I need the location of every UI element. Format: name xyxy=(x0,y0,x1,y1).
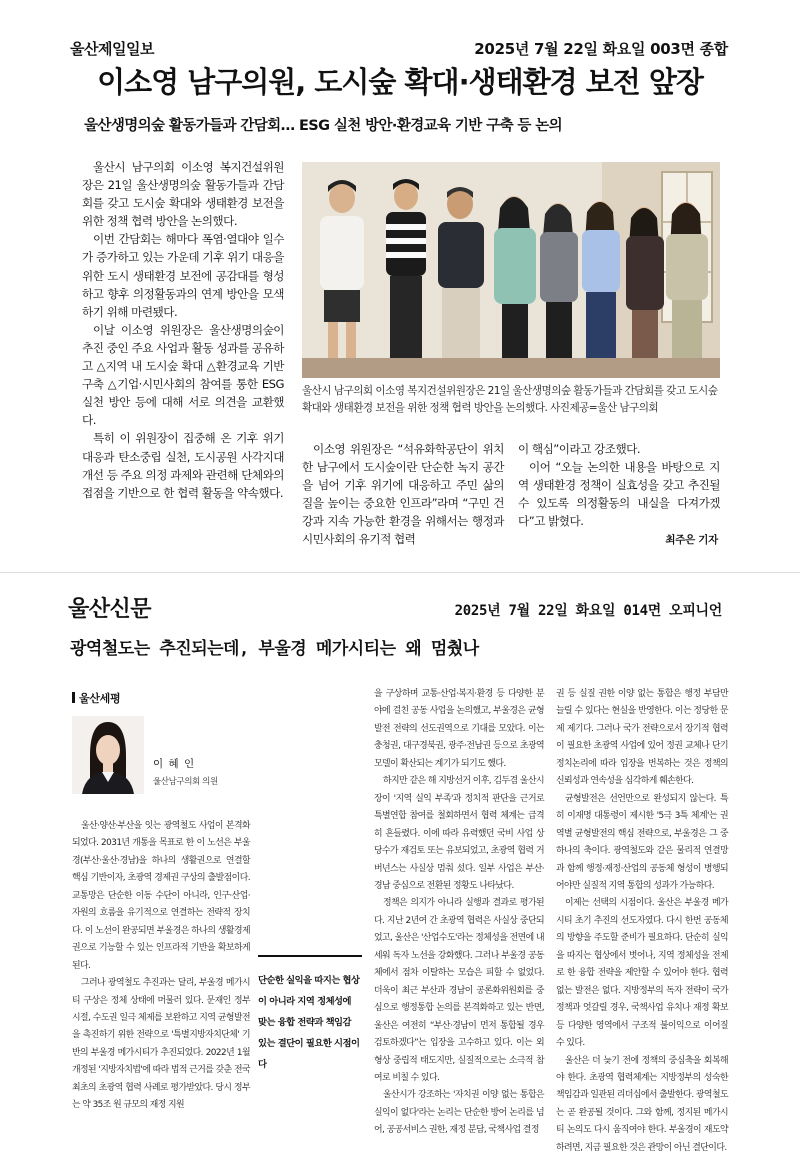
column-series-label xyxy=(72,690,120,706)
article-column-middle xyxy=(302,440,504,549)
author-portrait xyxy=(72,716,144,794)
paragraph: 울산시가 강조하는 '자치권 이양 없는 통합은 실익이 없다'라는 논리는 단순한 방어 논리를 넘어, 공공서비스 권한, 재정 분담, 국책사업 결정 xyxy=(374,1090,544,1136)
newspaper-name: 울산신문 xyxy=(68,596,152,622)
paragraph: 이 핵심”이라고 강조했다. xyxy=(518,442,641,456)
column-text-1 xyxy=(72,818,250,1115)
group-photo xyxy=(302,162,720,378)
newspaper-name: 울산제일일보 xyxy=(70,40,154,58)
photo-caption: 울산시 남구의회 이소영 복지건설위원장은 21일 울산생명의숲 활동가들과 간담회를 갖고 도시숲 확대와 생태환경 보전을 위한 정책 협력 방안을 논의했다. 사진제공=울산 남구의회 xyxy=(302,385,718,414)
issue-date: 2025년 7월 22일 화요일 003면 종합 xyxy=(474,40,728,58)
paragraph: 그러나 광역철도 추진과는 달리, 부울경 메가시티 구상은 정체 상태에 머물러 있다. 문재인 정부 시절, 수도권 일극 체제를 보완하고 지역 균형발전을 촉진하기 위한 전략으로 '특별지방자치단체' 기반의 부울경 메가시티가 추진되었다. 2022년 1월 개정된 '지방자치법'에 따라 법적 근거를 갖춘 전국 최초의 초광역 협력 사례로 평가받았다. 당시 정부는 약 35조 원 규모의 재정 지원 xyxy=(72,978,250,1111)
paragraph: 울산은 더 늦기 전에 정책의 중심축을 회복해야 한다. 초광역 협력체계는 지방정부의 성숙한 책임감과 일관된 리더십에서 출발한다. 광역철도는 곧 완공될 것이다. 그와 함께, 정지된 메가시티 논의도 다시 움직여야 한다. 부울경이 재도약하려면, 지금 필요한 것은 관망이 아닌 결단이다. xyxy=(556,1055,728,1153)
article-column-right xyxy=(518,440,720,530)
paragraph: 특히 이 위원장이 집중해 온 기후 위기 대응과 탄소중립 실천, 도시공원 사각지대 개선 등 주요 의정 과제와 관련해 단체와의 접점을 기반으로 한 협력 활동을 약속했다. xyxy=(82,431,284,500)
paragraph: 정책은 의지가 아니라 실행과 결과로 평가된다. 지난 2년여 간 초광역 협력은 사실상 중단되었고, 울산은 '산업수도'라는 정체성을 전면에 내세워 독자 노선을 강화했다. 그러나 부울경 공동체에서 점차 이탈하는 모습은 피할 수 없었다. 더욱이 최근 부산과 경남이 공론화위원회를 중심으로 행정통합 논의를 본격화하고 있는 반면, 울산은 여전히 “부산·경남이 먼저 통합될 경우 검토하겠다”는 입장을 고수하고 있다. 이는 외형상 중립적 태도지만, 실질적으로는 소극적 참여로 비칠 수 있다. xyxy=(374,898,544,1083)
paragraph: 이제는 선택의 시점이다. 울산은 부울경 메가시티 초기 추진의 선도자였다. 다시 한번 공동체의 방향을 주도할 준비가 필요하다. 단순히 실익을 따지는 협상에서 벗어나, 지역 정체성을 전제로 한 융합 전략을 제안할 수 있어야 한다. 협력 없는 발전은 없다. 지방정부의 독자 전략이 국가 정책과 엇갈릴 경우, 국책사업 유치나 재정 확보 등 다양한 영역에서 구조적 불이익으로 이어질 수 있다. xyxy=(556,898,728,1049)
page-divider xyxy=(0,572,800,573)
paragraph: 균형발전은 선언만으로 완성되지 않는다. 특히 이재명 대통령이 제시한 '5극 3특 체계'는 권역별 균형발전의 핵심 전략으로, 부울경은 그 중 하나의 축이다. 광역철도와 같은 물리적 연결망과 함께 행정·재정·산업의 공동체 형성이 병행되어야만 실질적 지역 통합의 성과가 가능하다. xyxy=(556,793,728,891)
article-headline: 이소영 남구의원, 도시숲 확대·생태환경 보전 앞장 xyxy=(97,65,703,99)
column-series-name: 울산세평 xyxy=(79,692,121,705)
paragraph: 권 등 실질 권한 이양 없는 통합은 행정 부담만 늘릴 수 있다는 현실을 반영한다. 이는 정당한 문제 제기다. 그러나 국가 전략으로서 장기적 협력이 필요한 초광역 사업에 있어 정권 교체나 단기 정치논리에 따라 입장을 번복하는 것은 정책의 신뢰성과 연속성을 심각하게 훼손한다. xyxy=(556,689,728,787)
author-name: 이 혜 인 xyxy=(153,758,196,770)
pull-quote-rule xyxy=(258,955,362,957)
article-subheadline: 울산생명의숲 활동가들과 간담회… ESG 실천 방안·환경교육 기반 구축 등 논의 xyxy=(84,118,563,134)
paragraph: 이번 간담회는 해마다 폭염·열대야 일수가 증가하고 있는 가운데 기후 위기 대응을 위한 도시 생태환경 보전에 공감대를 형성하고 향후 의정활동과의 연계 방안을 모색하기 위해 마련됐다. xyxy=(82,232,284,319)
paragraph: 울산·양산·부산을 잇는 광역철도 사업이 본격화되었다. 2031년 개통을 목표로 한 이 노선은 부울경(부산·울산·경남)을 하나의 생활권으로 연결할 핵심 기반이자, 초광역 경제권 구상의 출발점이다. 교통망은 단순한 이동 수단이 아니라, 인구·산업·자원의 흐름을 유기적으로 연결하는 전략적 장치다. 이 노선이 완공되면 부울경은 하나의 생활경제권으로 기능할 수 있는 인프라적 기반을 확보하게 된다. xyxy=(72,821,250,971)
pull-quote: 단순한 실익을 따지는 협상이 아니라 지역 정체성에 맞는 융합 전략과 책임감 있는 결단이 필요한 시점이다 xyxy=(258,975,360,1070)
article-column-left xyxy=(82,158,284,502)
column-headline: 광역철도는 추진되는데, 부울경 메가시티는 왜 멈췄나 xyxy=(70,639,479,659)
label-bar xyxy=(72,692,75,703)
paragraph: 이소영 위원장은 “석유화학공단이 위치한 남구에서 도시숲이란 단순한 녹지 공간을 넘어 기후 위기에 대응하고 주민 삶의 질을 높이는 중요한 인프라”라며 “구민 건강과 지속 가능한 환경을 위해서는 행정과 시민사회의 유기적 협력 xyxy=(302,442,504,547)
issue-date: 2025년 7월 22일 화요일 014면 오피니언 xyxy=(454,603,722,619)
column-text-2 xyxy=(374,686,544,1140)
paragraph: 이날 이소영 위원장은 울산생명의숲이 추진 중인 주요 사업과 활동 성과를 공유하고 △지역 내 도시숲 확대 △환경교육 기반 구축 △기업·시민사회의 참여를 통한 ESG 실천 방안 등에 대해 서로 의견을 교환했다. xyxy=(82,322,284,428)
author-title: 울산남구의회 의원 xyxy=(153,777,218,787)
article-byline: 최주은 기자 xyxy=(665,534,718,546)
paragraph: 울산시 남구의회 이소영 복지건설위원장은 21일 울산생명의숲 활동가들과 간담회를 갖고 도시숲 확대와 생태환경 보전을 위한 정책 협력 방안을 논의했다. xyxy=(82,160,284,229)
paragraph: 이어 “오늘 논의한 내용을 바탕으로 지역 생태환경 정책이 실효성을 갖고 추진될 수 있도록 의정활동의 내실을 다져가겠다”고 밝혔다. xyxy=(518,460,720,529)
paragraph: 하지만 같은 해 지방선거 이후, 김두겸 울산시장이 '지역 실익 부족'과 정치적 판단을 근거로 특별연합 참여를 철회하면서 협력 체계는 급격히 흔들렸다. 이에 따라 유력했던 국비 사업 상당수가 재검토 또는 유보되었고, 초광역 협력 거버넌스는 사실상 멈춰 섰다. 일부 사업은 부산·경남 중심으로 전환된 정황도 나타났다. xyxy=(374,776,544,891)
column-text-3 xyxy=(556,686,728,1157)
paragraph: 을 구상하며 교통·산업·복지·환경 등 다양한 분야에 걸친 공동 사업을 논의했고, 부울경은 균형발전 전략의 선도권역으로 기대를 모았다. 이는 충청권, 대구경북권, 광주·전남권 등으로 초광역 모델이 확산되는 계기가 되기도 했다. xyxy=(374,689,544,769)
